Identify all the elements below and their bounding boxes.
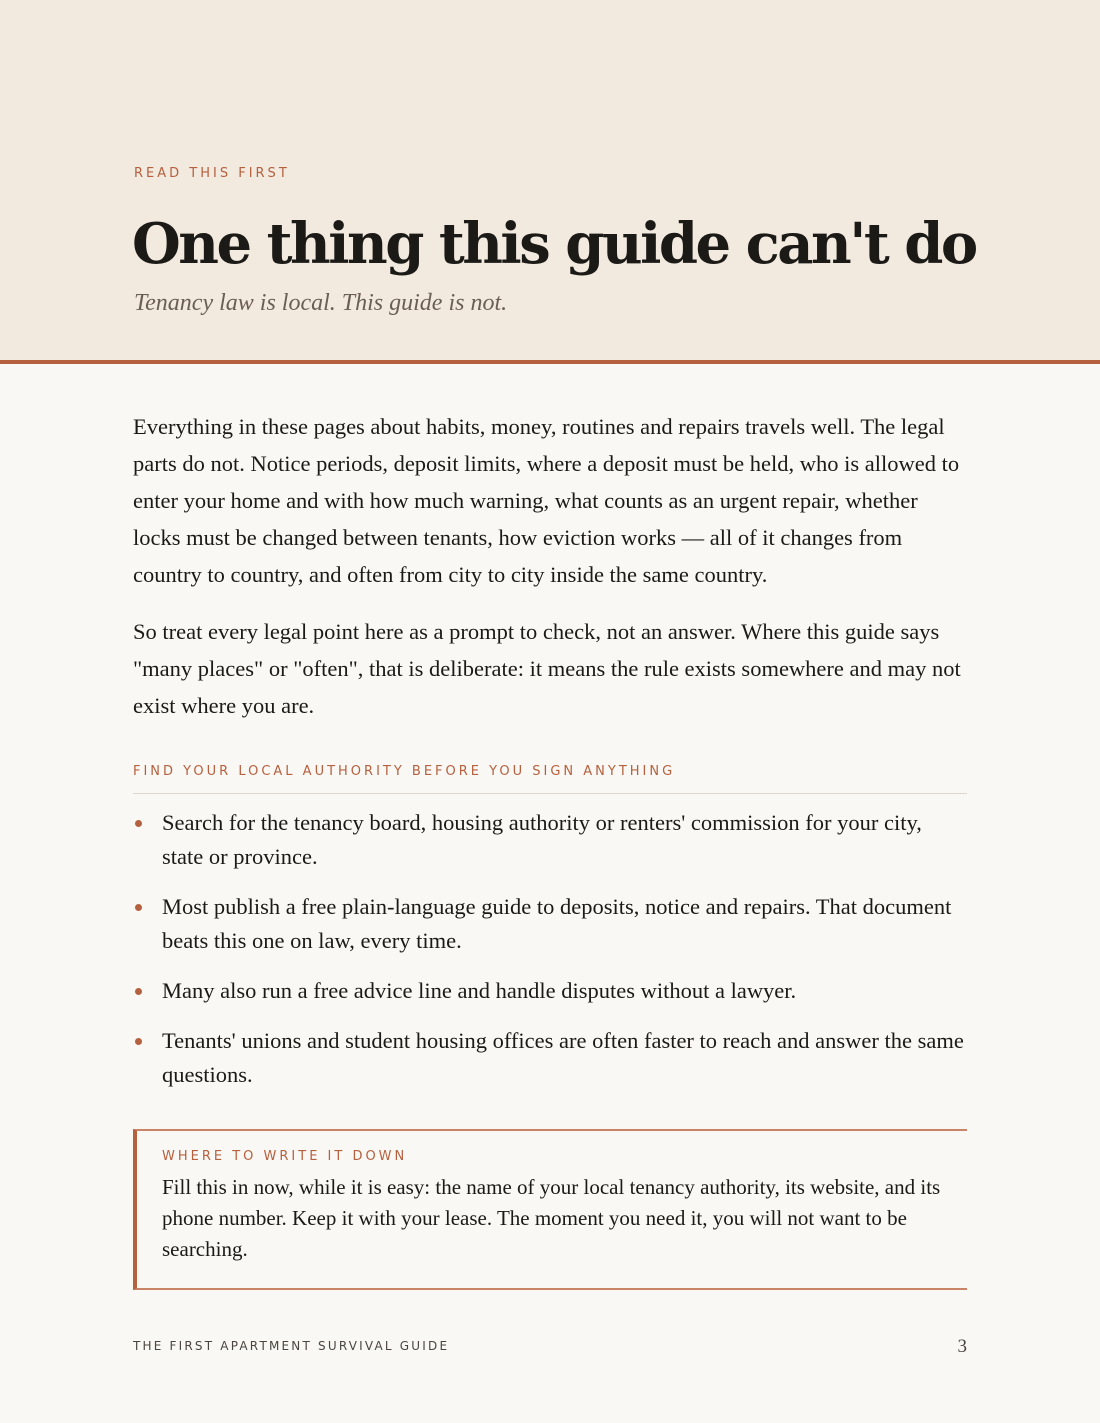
- page-title: One thing this guide can't do: [132, 211, 976, 277]
- callout-box: [133, 1129, 967, 1290]
- list-item-text: Tenants' unions and student housing offices are often faster to reach and answer the same questions.: [162, 1028, 964, 1087]
- bullet-list: [133, 806, 967, 1092]
- bullet-dot-icon: [135, 820, 142, 827]
- body-paragraph-1: Everything in these pages about habits, money, routines and repairs travels well. The legal parts do not. Notice periods, deposit limits, where a deposit must be held, who is allowed to enter your home and with how much warning, what counts as an urgent repair, whether locks must be changed between tenants, how eviction works — all of it changes from country to country, and often from city to city inside the same country.: [133, 414, 960, 587]
- header-kicker: READ THIS FIRST: [134, 166, 290, 181]
- page-subtitle: Tenancy law is local. This guide is not.: [134, 290, 508, 316]
- list-item: [133, 1024, 967, 1092]
- callout-label: WHERE TO WRITE IT DOWN: [162, 1149, 408, 1164]
- page-header: [0, 0, 1100, 364]
- list-item: [133, 974, 967, 1008]
- footer-title: THE FIRST APARTMENT SURVIVAL GUIDE: [133, 1339, 450, 1353]
- list-item-text: Search for the tenancy board, housing authority or renters' commission for your city, state or province.: [162, 810, 922, 869]
- list-item: [133, 806, 967, 874]
- bullet-dot-icon: [135, 904, 142, 911]
- callout-text: Fill this in now, while it is easy: the name of your local tenancy authority, its website, and its phone number. Keep it with your lease. The moment you need it, you will not want to be searching.: [162, 1175, 941, 1261]
- section-heading: FIND YOUR LOCAL AUTHORITY BEFORE YOU SIGN ANYTHING: [133, 764, 967, 794]
- page-number: 3: [957, 1336, 967, 1357]
- bullet-dot-icon: [135, 1038, 142, 1045]
- main-content: [133, 408, 967, 1108]
- list-item-text: Most publish a free plain-language guide to deposits, notice and repairs. That document beats this one on law, every time.: [162, 894, 952, 953]
- list-item: [133, 890, 967, 958]
- body-paragraph-2: So treat every legal point here as a prompt to check, not an answer. Where this guide says "many places" or "often", that is deliberate: it means the rule exists somewhere and may not exist where you are.: [133, 619, 961, 718]
- bullet-dot-icon: [135, 988, 142, 995]
- list-item-text: Many also run a free advice line and handle disputes without a lawyer.: [162, 978, 797, 1003]
